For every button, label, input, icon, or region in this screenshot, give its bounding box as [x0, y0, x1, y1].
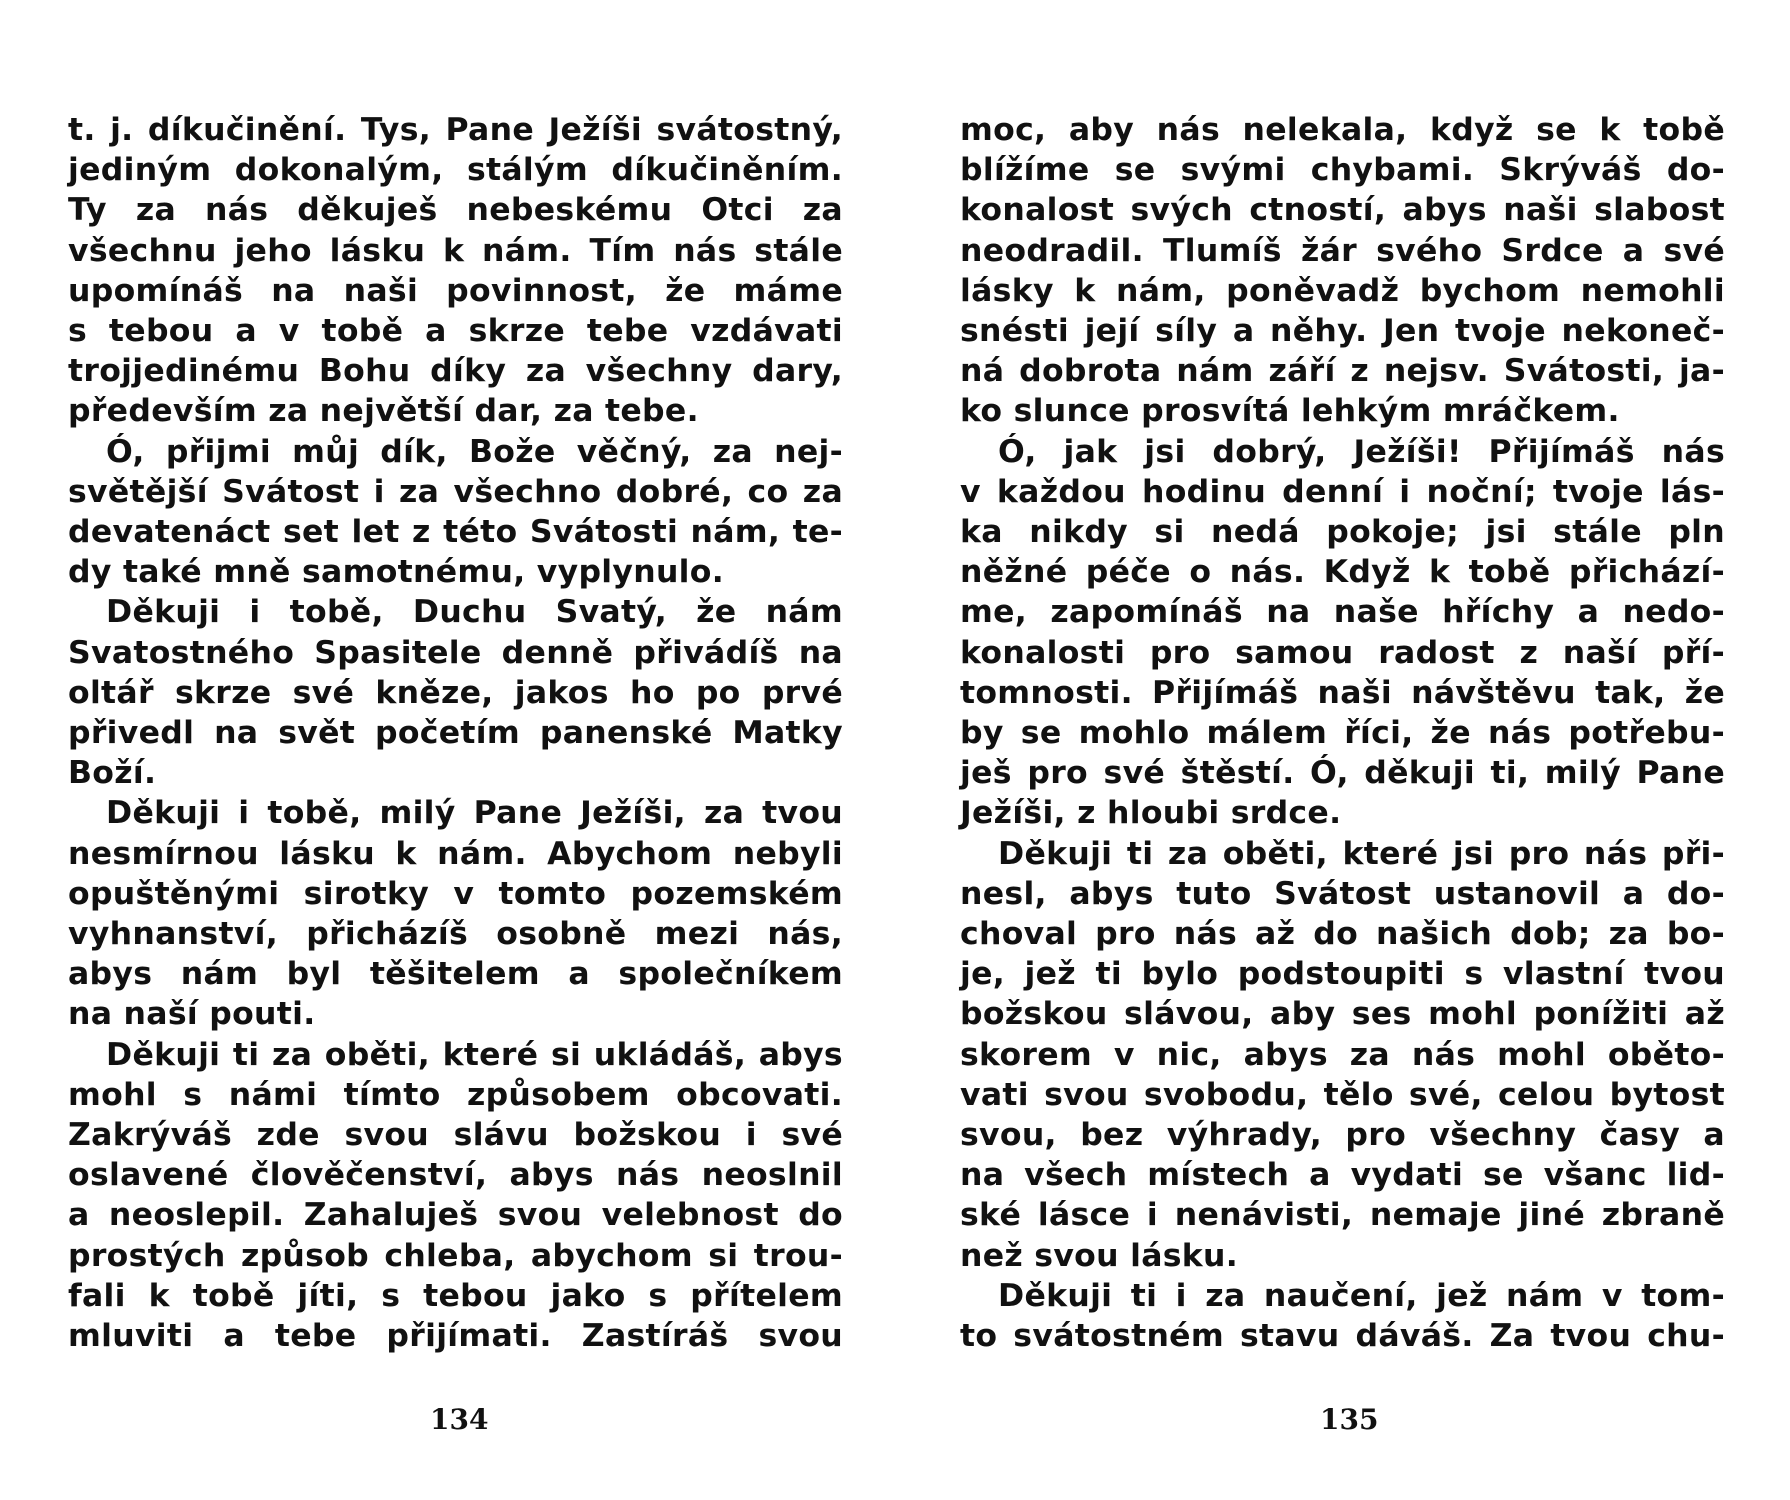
page-number-left: 134	[430, 1403, 489, 1436]
text-line: nesmírnou lásku k nám. Abychom nebyli	[68, 835, 843, 872]
text-line: svou, bez výhrady, pro všechny časy a	[960, 1117, 1725, 1154]
text-line: na všech místech a vydati se všanc lid-	[960, 1157, 1725, 1194]
text-line: Ó, přijmi můj dík, Bože věčný, za nej-	[106, 433, 843, 470]
text-line: Ty za nás děkuješ nebeskému Otci za	[68, 192, 843, 229]
text-line: ka nikdy si nedá pokoje; jsi stále pln	[960, 514, 1725, 551]
text-line: ješ pro své štěstí. Ó, děkuji ti, milý Pane	[960, 755, 1725, 792]
text-line: Zakrýváš zde svou slávu božskou i své	[68, 1117, 843, 1154]
text-line: Svatostného Spasitele denně přivádíš na	[68, 634, 843, 671]
right-page-text	[960, 110, 1725, 1356]
text-line: fali k tobě jíti, s tebou jako s přítelem	[68, 1277, 843, 1314]
text-line: Boží.	[68, 755, 157, 792]
text-line: s tebou a v tobě a skrze tebe vzdávati	[68, 313, 843, 350]
text-line: vati svou svobodu, tělo své, celou bytost	[960, 1076, 1725, 1113]
text-line: konalosti pro samou radost z naší pří-	[960, 634, 1725, 671]
left-page-text	[68, 110, 843, 1356]
text-line: ské lásce i nenávisti, nemaje jiné zbraně	[960, 1197, 1725, 1234]
text-line: t. j. díkučinění. Tys, Pane Ježíši svátostný,	[68, 112, 843, 148]
text-line: Děkuji ti za oběti, které jsi pro nás při-	[998, 835, 1725, 872]
text-line: lásky k nám, poněvadž bychom nemohli	[960, 272, 1725, 309]
text-line: Děkuji i tobě, Duchu Svatý, že nám	[106, 594, 843, 631]
text-line: vyhnanství, přicházíš osobně mezi nás,	[68, 916, 843, 953]
text-line: ko slunce prosvítá lehkým mráčkem.	[960, 393, 1620, 430]
text-line: skorem v nic, abys za nás mohl oběto-	[960, 1036, 1725, 1073]
text-line: něžné péče o nás. Když k tobě přichází-	[960, 554, 1725, 591]
text-line: trojjedinému Bohu díky za všechny dary,	[68, 353, 843, 390]
text-line: především za největší dar, za tebe.	[68, 393, 699, 430]
text-line: oslavené člověčenství, abys nás neoslnil	[68, 1157, 843, 1194]
text-line: blížíme se svými chybami. Skrýváš do-	[960, 152, 1725, 189]
text-line: mohl s námi tímto způsobem obcovati.	[68, 1076, 843, 1113]
text-line: neodradil. Tlumíš žár svého Srdce a své	[960, 232, 1725, 269]
text-line: dy také mně samotnému, vyplynulo.	[68, 554, 724, 591]
page-number-right: 135	[1320, 1403, 1379, 1436]
text-line: moc, aby nás nelekala, když se k tobě	[960, 112, 1725, 148]
text-line: ná dobrota nám září z nejsv. Svátosti, ja-	[960, 353, 1725, 390]
text-line: mluviti a tebe přijímati. Zastíráš svou	[68, 1318, 843, 1355]
text-line: jediným dokonalým, stálým díkučiněním.	[68, 152, 843, 189]
text-line: Děkuji ti i za naučení, jež nám v tom-	[998, 1277, 1725, 1314]
text-line: je, jež ti bylo podstoupiti s vlastní tvou	[960, 956, 1725, 993]
text-line: nesl, abys tuto Svátost ustanovil a do-	[960, 875, 1725, 912]
text-line: světější Svátost i za všechno dobré, co za	[68, 473, 843, 510]
text-line: Ó, jak jsi dobrý, Ježíši! Přijímáš nás	[998, 433, 1725, 470]
text-line: prostých způsob chleba, abychom si trou-	[68, 1237, 843, 1274]
text-line: než svou lásku.	[960, 1237, 1239, 1274]
text-line: oltář skrze své kněze, jakos ho po prvé	[68, 674, 843, 711]
text-line: Ježíši, z hloubi srdce.	[960, 795, 1342, 832]
text-line: na naší pouti.	[68, 996, 316, 1033]
text-line: choval pro nás až do našich dob; za bo-	[960, 916, 1725, 953]
text-line: všechnu jeho lásku k nám. Tím nás stále	[68, 232, 843, 269]
text-line: božskou slávou, aby ses mohl ponížiti až	[960, 996, 1725, 1033]
text-line: abys nám byl těšitelem a společníkem	[68, 956, 843, 993]
text-line: a neoslepil. Zahaluješ svou velebnost do	[68, 1197, 843, 1234]
text-line: snésti její síly a něhy. Jen tvoje nekoneč-	[960, 313, 1725, 350]
text-line: to svátostném stavu dáváš. Za tvou chu-	[960, 1318, 1725, 1355]
right-page	[960, 110, 1725, 1356]
text-line: upomínáš na naši povinnost, že máme	[68, 272, 843, 309]
text-line: devatenáct set let z této Svátosti nám, te-	[68, 514, 843, 551]
text-line: tomnosti. Přijímáš naši návštěvu tak, že	[960, 674, 1725, 711]
text-line: by se mohlo málem říci, že nás potřebu-	[960, 715, 1725, 752]
text-line: opuštěnými sirotky v tomto pozemském	[68, 875, 843, 912]
text-line: konalost svých ctností, abys naši slabost	[960, 192, 1725, 229]
text-line: Děkuji ti za oběti, které si ukládáš, abys	[106, 1036, 843, 1073]
text-line: Děkuji i tobě, milý Pane Ježíši, za tvou	[106, 795, 843, 832]
text-line: v každou hodinu denní i noční; tvoje lás-	[960, 473, 1725, 510]
left-page	[68, 110, 843, 1356]
text-line: me, zapomínáš na naše hříchy a nedo-	[960, 594, 1725, 631]
text-line: přivedl na svět početím panenské Matky	[68, 715, 843, 752]
